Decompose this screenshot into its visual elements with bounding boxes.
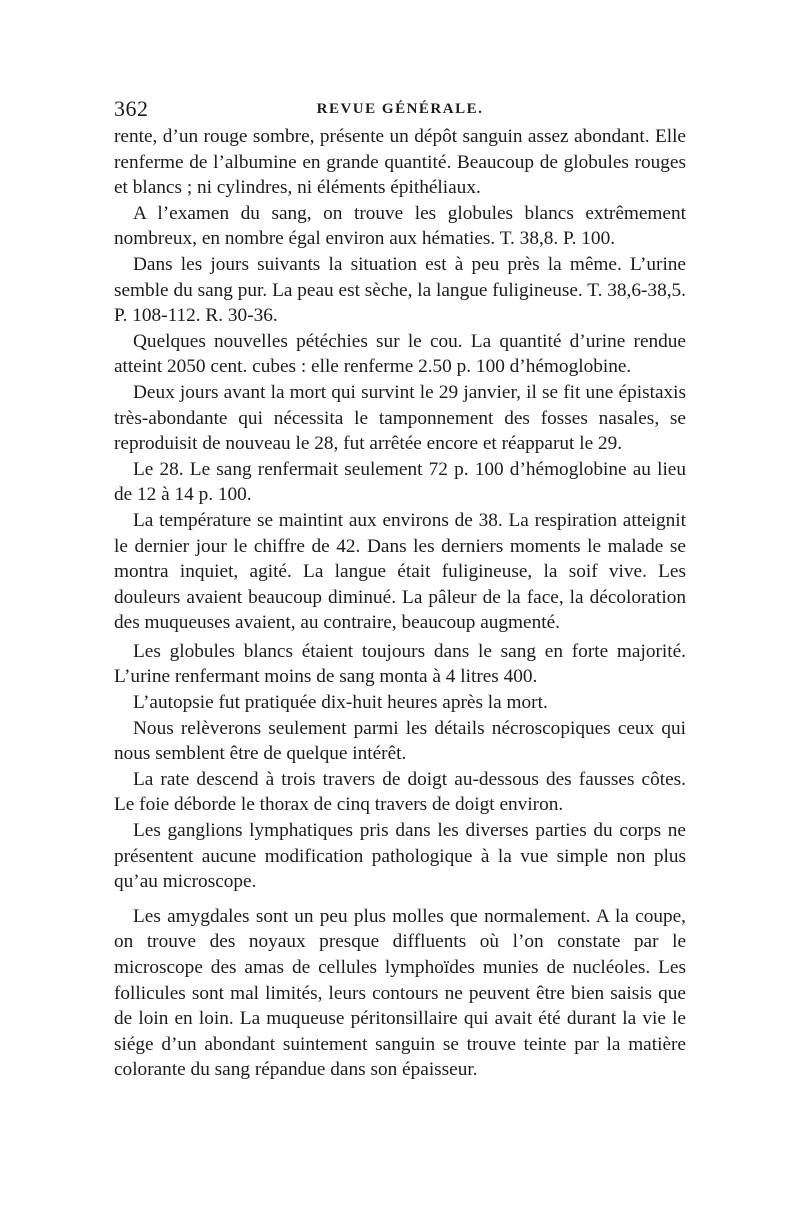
paragraph-white-globules: Les globules blancs étaient toujours dans le sang en forte majorité. L’urine renfermant moins de sang monta à 4 litres 400. [114, 640, 686, 688]
paragraph-necroscopic-details: Nous relèverons seulement parmi les détails nécroscopiques ceux qui nous semblent être de quelque intérêt. [114, 717, 686, 765]
paragraph-spleen-liver: La rate descend à trois travers de doigt au-dessous des fausses côtes. Le foie déborde le thorax de cinq travers de doigt environ. [114, 768, 686, 816]
paragraph-epistaxis: Deux jours avant la mort qui survint le 29 janvier, il se fit une épistaxis très-abondante qui nécessita le tamponnement des fosses nasales, se reproduisit de nouveau le 28, fut arrêtée encore et réapparut le 29. [114, 381, 686, 455]
paragraph-continuation: rente, d’un rouge sombre, présente un dépôt sanguin assez abondant. Elle renferme de l’albumine en grande quantité. Beaucoup de globules rouges et blancs ; ni cylindres, ni éléments épithéliaux. [114, 126, 686, 199]
paragraph-lymph-nodes: Les ganglions lymphatiques pris dans les diverses parties du corps ne présentent aucune modification pathologique à la vue simple non plus qu’au microscope. [114, 820, 686, 893]
page-number: 362 [114, 96, 149, 121]
page-header [114, 96, 686, 126]
paragraph-petechiae: Quelques nouvelles pétéchies sur le cou. La quantité d’urine rendue atteint 2050 cent. cubes : elle renferme 2.50 p. 100 d’hémoglobine. [114, 330, 686, 378]
body-text [114, 124, 686, 1083]
paragraph-autopsy: L’autopsie fut pratiquée dix-huit heures après la mort. [133, 692, 548, 714]
paragraph-blood-exam: A l’examen du sang, on trouve les globules blancs extrêmement nombreux, en nombre égal environ aux hématies. T. 38,8. P. 100. [114, 202, 686, 250]
paragraph-following-days: Dans les jours suivants la situation est à peu près la même. L’urine semble du sang pur. La peau est sèche, la langue fuligineuse. T. 38,6-38,5. P. 108-112. R. 30-36. [114, 253, 686, 327]
paragraph-tonsils: Les amygdales sont un peu plus molles que normalement. A la coupe, on trouve des noyaux presque diffluents où l’on constate par le microscope des amas de cellules lymphoïdes munies de nucléoles. Les follicules sont mal limités, leurs contours ne peuvent être bien saisis que de loin en loin. La muqueuse péritonsillaire qui avait été durant la vie le siége d’un abondant suintement sanguin se trouve teinte par la matière colorante du sang répandue dans son épaisseur. [114, 905, 686, 1081]
paragraph-hemoglobin: Le 28. Le sang renfermait seulement 72 p. 100 d’hémoglobine au lieu de 12 à 14 p. 100. [114, 458, 686, 506]
running-title: REVUE GÉNÉRALE. [316, 101, 484, 117]
paragraph-temperature: La température se maintint aux environs de 38. La respiration atteignit le dernier jour le chiffre de 42. Dans les derniers moments le malade se montra inquiet, agité. La langue était fuligineuse, la soif vive. Les douleurs avaient beaucoup diminué. La pâleur de la face, la décoloration des muqueuses avaient, au contraire, beaucoup augmenté. [114, 509, 686, 634]
